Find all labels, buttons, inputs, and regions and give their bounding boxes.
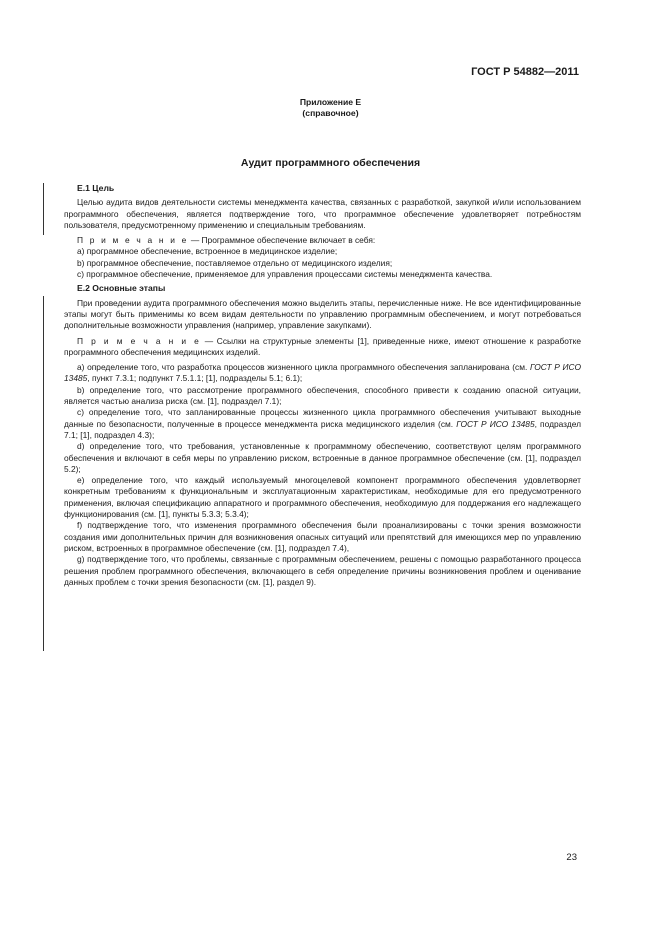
annex-title: Приложение Е: [299, 97, 362, 107]
section-heading: Е.1 Цель: [77, 183, 115, 193]
list-item: b) определение того, что рассмотрение программного обеспечения, способного привести к созданию опасной ситуации, является частью анализа риска (см. [1], подраздел 7.1);: [64, 384, 581, 407]
note-text: — Программное обеспечение включает в себя:: [188, 235, 376, 246]
note-label: П р и м е ч а н и е: [77, 335, 201, 346]
list-item: b) программное обеспечение, поставляемое отдельно от медицинского изделия;: [77, 257, 393, 268]
paragraph: При проведении аудита программного обеспечения можно выделить этапы, перечисленные ниже. Не все идентифицированные этапы могут быть применимы ко всем видам деятельности по управлению программным обеспечением, и могут потребоваться дополнительные возможности управления (например, управление закупками).: [64, 297, 581, 331]
page-number: 23: [566, 852, 577, 863]
document-body: [64, 183, 581, 588]
annex-heading: [0, 97, 661, 119]
document-title: Аудит программного обеспечения: [240, 157, 421, 169]
note-list: [64, 246, 581, 280]
list-item: с) определение того, что запланированные процессы жизненного цикла программного обеспечения учитывают выходные данные по безопасности, полученные в процессе менеджмента риска медицинского изделия (см. ГОСТ Р ИСО 13485, подраздел 7.1; [1], подраздел 4.3);: [64, 407, 581, 440]
note-text: — Ссылки на структурные элементы [1], приведенные ниже, имеют отношение к разработке программного обеспечения медицинских изделий.: [64, 335, 581, 357]
note-label: П р и м е ч а н и е: [77, 235, 189, 246]
list-item: а) определение того, что разработка процессов жизненного цикла программного обеспечения запланирована (см. ГОСТ Р ИСО 13485, пункт 7.3.1; подпункт 7.5.1.1; [1], подразделы 5.1; 6.1);: [64, 362, 581, 384]
list-item: d) определение того, что требования, установленные к программному обеспечению, соответствуют целям программного обеспечения и включают в себя меры по управлению риском, встроенные в данное программное обеспечение (см. [1], подраздел 5.2);: [64, 441, 581, 474]
list-item: g) подтверждение того, что проблемы, связанные с программным обеспечением, решены с помощью разработанного процесса решения проблем программного обеспечения, включающего в себя определение причины возникновения проблем и оценивание данных проблем с точки зрения безопасности (см. [1], раздел 9).: [64, 554, 581, 587]
standard-number: ГОСТ Р 54882—2011: [471, 66, 579, 78]
list-item: a) программное обеспечение, встроенное в медицинское изделие;: [77, 246, 338, 257]
list-item: е) определение того, что каждый используемый многоцелевой компонент программного обеспечения удовлетворяет конкретным требованиям к функциональным и эксплуатационным характеристикам, необходимые для его предусмотренного применения, включая спецификацию аппаратного и программного обеспечения, необходимую для поддержания его надлежащего функционирования (см. [1], пункты 5.3.3; 5.3.4);: [64, 475, 581, 520]
annex-subtitle: (справочное): [302, 108, 359, 118]
paragraph: Целью аудита видов деятельности системы менеджмента качества, связанных с разработкой, закупкой и/или использованием программного обеспечения, является подтверждение того, что программное обеспечение удовлетворяет потребностям пользователя, предусмотренному применению и специальным требованиям.: [64, 197, 581, 230]
note: [64, 336, 581, 359]
list-item: c) программное обеспечение, применяемое для управления процессами системы менеджмента качества.: [77, 269, 493, 280]
change-bar: [43, 296, 44, 651]
checklist: [64, 362, 581, 588]
list-item: f) подтверждение того, что изменения программного обеспечения были проанализированы с точки зрения возможности создания ими дополнительных причин для возникновения опасных ситуаций или препятствий для имеющихся мер по управлению риском, встроенных в программное обеспечение (см. [1], подраздел 7.4),: [64, 520, 581, 553]
change-bar: [43, 183, 44, 235]
section-heading: Е.2 Основные этапы: [77, 283, 166, 294]
note: [64, 235, 581, 246]
